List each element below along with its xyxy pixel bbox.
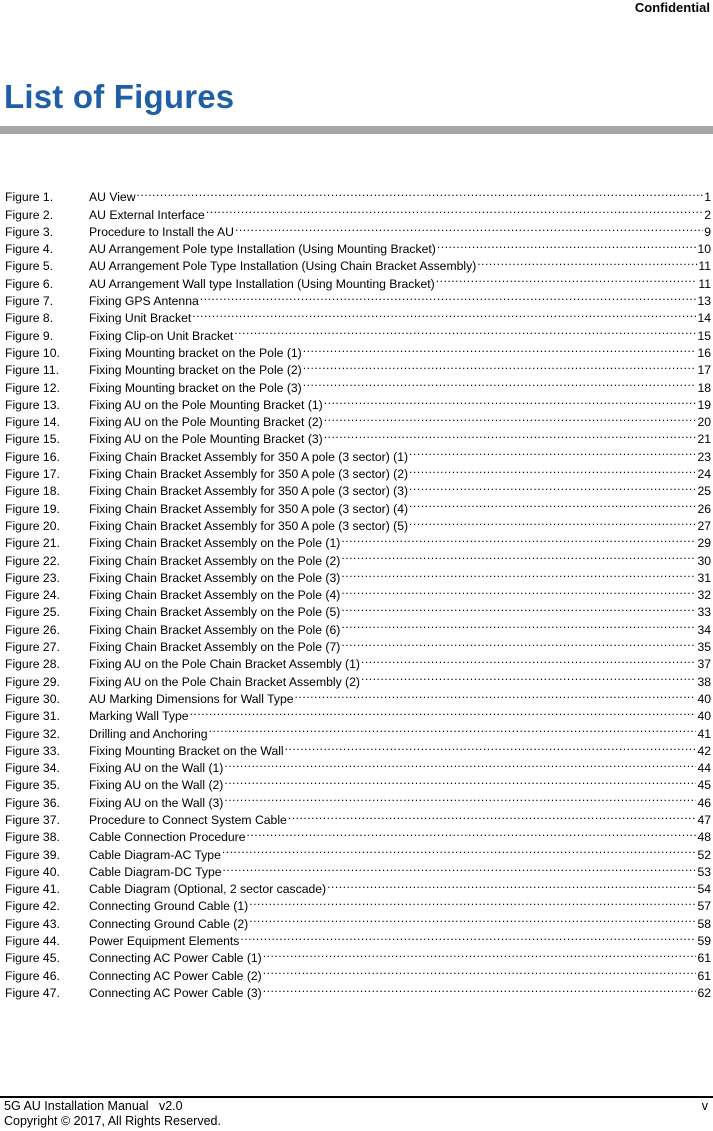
dot-leader <box>303 357 697 374</box>
figure-number: Figure 15. <box>5 432 60 447</box>
figure-number: Figure 4. <box>5 242 54 257</box>
figure-number: Figure 43. <box>5 916 60 931</box>
figure-page-number: 19 <box>697 397 711 412</box>
figure-title: Fixing Mounting bracket on the Pole (3) <box>89 380 302 395</box>
dot-leader <box>224 772 696 789</box>
figure-page-number: 11 <box>698 276 711 291</box>
dot-leader <box>341 634 696 651</box>
figure-title: Fixing Chain Bracket Assembly on the Pole (3) <box>89 570 341 585</box>
figure-page-number: 44 <box>697 761 711 776</box>
figure-number: Figure 23. <box>5 570 60 585</box>
figure-number: Figure 38. <box>5 830 60 845</box>
dot-leader <box>409 461 696 478</box>
figure-page-number: 52 <box>697 847 711 862</box>
figure-number: Figure 6. <box>5 276 54 291</box>
figure-number: Figure 29. <box>5 674 60 689</box>
figure-number: Figure 21. <box>5 536 60 551</box>
figure-page-number: 25 <box>697 484 711 499</box>
dot-leader <box>341 616 696 633</box>
figure-title: Drilling and Anchoring <box>89 726 208 741</box>
dot-leader <box>295 686 697 703</box>
figure-number: Figure 47. <box>5 985 60 1000</box>
figure-page-number: 38 <box>697 674 711 689</box>
figure-number: Figure 40. <box>5 864 60 879</box>
figure-title: Fixing AU on the Wall (3) <box>89 795 224 810</box>
figure-number: Figure 10. <box>5 345 60 360</box>
figure-page-number: 33 <box>697 605 711 620</box>
figure-title: Power Equipment Elements <box>89 934 240 949</box>
dot-leader <box>288 807 697 824</box>
figure-title: Fixing Mounting Bracket on the Wall <box>89 743 284 758</box>
dot-leader <box>224 755 696 772</box>
figure-title: Fixing AU on the Wall (1) <box>89 761 224 776</box>
dot-leader <box>409 495 696 512</box>
figure-title: AU External Interface <box>89 207 205 222</box>
dot-leader <box>206 201 703 218</box>
dot-leader <box>200 288 697 305</box>
figure-page-number: 18 <box>697 380 711 395</box>
figure-title: Connecting AC Power Cable (2) <box>89 968 262 983</box>
dot-leader <box>341 530 696 547</box>
figure-title: Fixing Chain Bracket Assembly on the Pole (5) <box>89 605 341 620</box>
figure-page-number: 47 <box>697 812 711 827</box>
figure-number: Figure 3. <box>5 224 54 239</box>
dot-leader <box>436 270 698 287</box>
figure-page-number: 54 <box>697 882 711 897</box>
figure-title: Cable Connection Procedure <box>89 830 246 845</box>
figure-title: Fixing Chain Bracket Assembly for 350 A pole (3 sector) (5) <box>89 518 409 533</box>
figure-number: Figure 35. <box>5 778 60 793</box>
figure-title: AU Arrangement Wall type Installation (Using Mounting Bracket) <box>89 276 435 291</box>
figure-number: Figure 44. <box>5 934 60 949</box>
figure-number: Figure 22. <box>5 553 60 568</box>
figure-page-number: 9 <box>704 224 711 239</box>
figure-page-number: 2 <box>704 207 711 222</box>
figure-number: Figure 7. <box>5 294 54 309</box>
figure-page-number: 61 <box>697 968 711 983</box>
figure-title: Fixing AU on the Pole Chain Bracket Assembly (1) <box>89 657 360 672</box>
footer-page-number: v <box>701 1099 708 1113</box>
figure-number: Figure 28. <box>5 657 60 672</box>
figure-page-number: 31 <box>697 570 711 585</box>
figure-page-number: 16 <box>697 345 711 360</box>
dot-leader <box>361 668 696 685</box>
figure-title: Fixing Chain Bracket Assembly on the Pole (1) <box>89 536 341 551</box>
figure-page-number: 41 <box>697 726 711 741</box>
figure-page-number: 35 <box>697 640 711 655</box>
figure-number: Figure 5. <box>5 259 54 274</box>
dot-leader <box>324 409 697 426</box>
figure-number: Figure 39. <box>5 847 60 862</box>
figure-title: Cable Diagram-AC Type <box>89 847 221 862</box>
figure-page-number: 40 <box>697 691 711 706</box>
figure-page-number: 10 <box>697 242 711 257</box>
figure-page-number: 30 <box>697 553 711 568</box>
figure-title: AU Arrangement Pole type Installation (Using Mounting Bracket) <box>89 242 436 257</box>
figure-page-number: 32 <box>697 588 711 603</box>
figure-number: Figure 19. <box>5 501 60 516</box>
figure-page-number: 53 <box>697 864 711 879</box>
figure-number: Figure 1. <box>5 190 54 205</box>
page-title: List of Figures <box>4 78 235 115</box>
figure-page-number: 57 <box>697 899 711 914</box>
dot-leader <box>324 426 697 443</box>
figure-number: Figure 16. <box>5 449 60 464</box>
figure-title: Fixing AU on the Pole Chain Bracket Assembly (2) <box>89 674 360 689</box>
figure-number: Figure 34. <box>5 761 60 776</box>
figure-title: Fixing Chain Bracket Assembly for 350 A pole (3 sector) (3) <box>89 484 409 499</box>
figure-number: Figure 36. <box>5 795 60 810</box>
figure-page-number: 62 <box>697 985 711 1000</box>
figure-title: Fixing Chain Bracket Assembly on the Pole (2) <box>89 553 341 568</box>
figure-page-number: 58 <box>697 916 711 931</box>
figure-title: Fixing Mounting bracket on the Pole (2) <box>89 363 302 378</box>
dot-leader <box>361 651 696 668</box>
figure-title: Connecting AC Power Cable (3) <box>89 985 262 1000</box>
dot-leader <box>477 253 697 270</box>
figure-page-number: 15 <box>697 328 711 343</box>
figure-title: AU Marking Dimensions for Wall Type <box>89 691 294 706</box>
figure-number: Figure 45. <box>5 951 60 966</box>
figure-page-number: 61 <box>697 951 711 966</box>
figure-number: Figure 2. <box>5 207 54 222</box>
figure-title: AU View <box>89 190 136 205</box>
title-divider <box>0 126 713 134</box>
figure-number: Figure 24. <box>5 588 60 603</box>
dot-leader <box>341 565 696 582</box>
dot-leader <box>327 876 696 893</box>
figure-page-number: 27 <box>697 518 711 533</box>
dot-leader <box>303 374 697 391</box>
figure-page-number: 26 <box>697 501 711 516</box>
dot-leader <box>235 219 703 236</box>
figure-number: Figure 11. <box>5 363 59 378</box>
dot-leader <box>224 789 696 806</box>
figure-title: Fixing Chain Bracket Assembly on the Pole (4) <box>89 588 341 603</box>
footer-manual-version: 5G AU Installation Manual v2.0 <box>4 1099 183 1113</box>
dot-leader <box>409 513 696 530</box>
figure-number: Figure 30. <box>5 691 60 706</box>
figure-number: Figure 9. <box>5 328 54 343</box>
figure-title: Procedure to Install the AU <box>89 224 234 239</box>
figure-title: Fixing AU on the Pole Mounting Bracket (2) <box>89 415 323 430</box>
figure-title: Fixing Chain Bracket Assembly on the Pole (7) <box>89 640 341 655</box>
figure-page-number: 1 <box>704 190 711 205</box>
figure-title: Fixing GPS Antenna <box>89 294 199 309</box>
figure-page-number: 11 <box>698 259 711 274</box>
dot-leader <box>341 599 696 616</box>
figure-title: Fixing Chain Bracket Assembly for 350 A pole (3 sector) (2) <box>89 467 409 482</box>
dot-leader <box>285 738 697 755</box>
figure-page-number: 21 <box>697 432 711 447</box>
figure-title: Connecting Ground Cable (1) <box>89 899 249 914</box>
figure-number: Figure 27. <box>5 640 60 655</box>
dot-leader <box>263 962 697 979</box>
dot-leader <box>263 945 697 962</box>
list-of-figures <box>5 184 711 1000</box>
figure-number: Figure 20. <box>5 518 60 533</box>
figure-page-number: 24 <box>697 467 711 482</box>
dot-leader <box>222 841 697 858</box>
figure-page-number: 29 <box>697 536 711 551</box>
dot-leader <box>324 392 697 409</box>
figure-number: Figure 8. <box>5 311 54 326</box>
figure-title: Fixing Chain Bracket Assembly for 350 A pole (3 sector) (4) <box>89 501 409 516</box>
figure-number: Figure 42. <box>5 899 60 914</box>
figure-title: Connecting AC Power Cable (1) <box>89 951 262 966</box>
footer-info <box>4 1099 221 1129</box>
dot-leader <box>240 928 696 945</box>
dot-leader <box>341 547 696 564</box>
figure-page-number: 48 <box>697 830 711 845</box>
dot-leader <box>209 720 697 737</box>
figure-page-number: 40 <box>697 709 711 724</box>
dot-leader <box>190 703 697 720</box>
dot-leader <box>234 322 696 339</box>
figure-number: Figure 41. <box>5 882 60 897</box>
figure-title: Procedure to Connect System Cable <box>89 812 287 827</box>
confidential-label: Confidential <box>634 0 710 15</box>
dot-leader <box>341 582 696 599</box>
figure-number: Figure 13. <box>5 397 60 412</box>
dot-leader <box>137 184 704 201</box>
figure-number: Figure 37. <box>5 812 60 827</box>
figure-title: Connecting Ground Cable (2) <box>89 916 249 931</box>
figure-title: AU Arrangement Pole Type Installation (Using Chain Bracket Assembly) <box>89 259 477 274</box>
dot-leader <box>249 893 696 910</box>
figure-title: Marking Wall Type <box>89 709 189 724</box>
figure-number: Figure 17. <box>5 467 60 482</box>
figure-page-number: 14 <box>697 311 711 326</box>
figure-number: Figure 25. <box>5 605 60 620</box>
figure-page-number: 34 <box>697 622 711 637</box>
figure-number: Figure 14. <box>5 415 60 430</box>
figure-number: Figure 32. <box>5 726 60 741</box>
figure-page-number: 17 <box>697 363 711 378</box>
figure-title: Fixing Clip-on Unit Bracket <box>89 328 234 343</box>
figure-page-number: 59 <box>697 934 711 949</box>
figure-page-number: 13 <box>697 294 711 309</box>
figure-page-number: 46 <box>697 795 711 810</box>
figure-page-number: 23 <box>697 449 711 464</box>
figure-title: Fixing AU on the Pole Mounting Bracket (3) <box>89 432 323 447</box>
dot-leader <box>223 859 697 876</box>
figure-number: Figure 26. <box>5 622 60 637</box>
figure-title: Cable Diagram (Optional, 2 sector cascade) <box>89 882 327 897</box>
figure-title: Cable Diagram-DC Type <box>89 864 222 879</box>
dot-leader <box>263 980 697 997</box>
figure-title: Fixing AU on the Pole Mounting Bracket (1) <box>89 397 323 412</box>
footer-divider <box>0 1096 713 1098</box>
dot-leader <box>192 305 696 322</box>
dot-leader <box>437 236 697 253</box>
figure-page-number: 37 <box>697 657 711 672</box>
dot-leader <box>409 443 696 460</box>
figure-title: Fixing Chain Bracket Assembly on the Pole (6) <box>89 622 341 637</box>
figure-page-number: 45 <box>697 778 711 793</box>
dot-leader <box>249 910 696 927</box>
figure-entry[interactable] <box>5 184 711 205</box>
dot-leader <box>303 340 697 357</box>
figure-title: Fixing Chain Bracket Assembly for 350 A pole (3 sector) (1) <box>89 449 409 464</box>
dot-leader <box>409 478 696 495</box>
figure-number: Figure 33. <box>5 743 60 758</box>
figure-number: Figure 12. <box>5 380 60 395</box>
figure-page-number: 20 <box>697 415 711 430</box>
figure-number: Figure 46. <box>5 968 60 983</box>
figure-number: Figure 31. <box>5 709 60 724</box>
figure-page-number: 42 <box>697 743 711 758</box>
figure-title: Fixing Mounting bracket on the Pole (1) <box>89 345 302 360</box>
footer-copyright: Copyright © 2017, All Rights Reserved. <box>4 1114 221 1128</box>
figure-number: Figure 18. <box>5 484 60 499</box>
figure-title: Fixing AU on the Wall (2) <box>89 778 224 793</box>
dot-leader <box>247 824 697 841</box>
figure-title: Fixing Unit Bracket <box>89 311 192 326</box>
